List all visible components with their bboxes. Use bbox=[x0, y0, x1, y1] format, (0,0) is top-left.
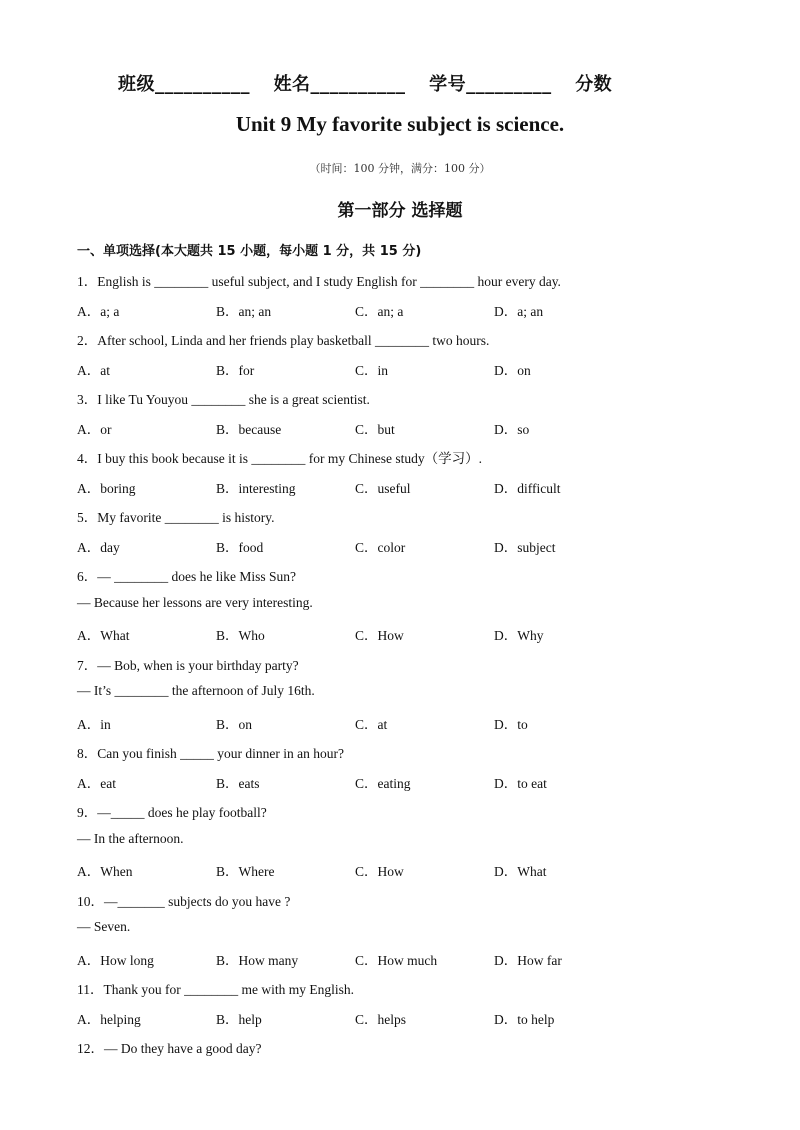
part-heading: 第一部分 选择题 bbox=[337, 201, 463, 221]
answer-option: B．because bbox=[216, 421, 282, 437]
answer-option: A．day bbox=[77, 539, 120, 555]
answer-option: B．Where bbox=[216, 864, 275, 879]
answer-option: D．How far bbox=[494, 952, 562, 968]
answer-option: D．a; an bbox=[494, 303, 544, 319]
answer-option: B．on bbox=[216, 716, 253, 732]
answer-option: C．an; a bbox=[355, 303, 404, 319]
answer-option: A．a; a bbox=[77, 303, 120, 319]
answer-option: D．to eat bbox=[494, 775, 547, 791]
question-stem: 10．—_______ subjects do you have ? bbox=[77, 893, 291, 909]
answer-option: B．for bbox=[216, 362, 255, 378]
answer-option: D．subject bbox=[494, 539, 556, 555]
answer-options bbox=[77, 418, 717, 438]
answer-option: B．How many bbox=[216, 952, 299, 968]
question-stem: 8．Can you finish _____ your dinner in an hour? bbox=[77, 746, 344, 761]
answer-option: D．Why bbox=[494, 628, 544, 643]
answer-options bbox=[77, 860, 717, 880]
answer-options bbox=[77, 300, 717, 320]
student-id-field: 学号_________ bbox=[429, 74, 552, 95]
question-stem: 6．— ________ does he like Miss Sun? bbox=[77, 569, 296, 584]
answer-option: C．at bbox=[355, 716, 388, 732]
question-dialogue-line: — In the afternoon. bbox=[77, 830, 184, 846]
answer-option: A．What bbox=[77, 628, 130, 643]
answer-option: C．in bbox=[355, 362, 389, 378]
class-field: 班级__________ bbox=[118, 74, 250, 95]
answer-option: B．eats bbox=[216, 775, 260, 791]
answer-option: A．or bbox=[77, 421, 112, 437]
answer-option: B．food bbox=[216, 539, 264, 555]
answer-options bbox=[77, 624, 717, 644]
section-heading: 一、单项选择(本大题共 15 小题，每小题 1 分，共 15 分) bbox=[77, 244, 422, 259]
answer-option: B．help bbox=[216, 1011, 262, 1027]
answer-option: C．How bbox=[355, 628, 404, 643]
question-stem: 7．— Bob, when is your birthday party? bbox=[77, 657, 299, 673]
answer-option: A．at bbox=[77, 362, 110, 378]
answer-option: C．color bbox=[355, 539, 406, 555]
answer-options bbox=[77, 536, 717, 556]
question-dialogue-line: — Because her lessons are very interesting. bbox=[77, 594, 313, 610]
answer-option: A．helping bbox=[77, 1011, 141, 1027]
answer-option: B．Who bbox=[216, 628, 265, 643]
answer-option: B．interesting bbox=[216, 480, 296, 496]
answer-option: C．How much bbox=[355, 952, 438, 968]
question-dialogue-line: — Seven. bbox=[77, 919, 131, 934]
answer-options bbox=[77, 949, 717, 969]
answer-option: C．useful bbox=[355, 480, 411, 496]
question-dialogue-line: — It’s ________ the afternoon of July 16th. bbox=[77, 683, 315, 698]
answer-option: D．to bbox=[494, 716, 528, 732]
answer-option: A．boring bbox=[77, 480, 136, 496]
answer-options bbox=[77, 772, 717, 792]
answer-option: A．How long bbox=[77, 952, 154, 968]
answer-option: A．eat bbox=[77, 775, 116, 791]
answer-option: C．How bbox=[355, 864, 404, 879]
question-stem: 2．After school, Linda and her friends play basketball ________ two hours. bbox=[77, 333, 490, 348]
answer-options bbox=[77, 359, 717, 379]
answer-option: D．on bbox=[494, 362, 531, 378]
student-info-line bbox=[118, 70, 612, 96]
question-stem: 9．—_____ does he play football? bbox=[77, 805, 267, 820]
page-title: Unit 9 My favorite subject is science. bbox=[235, 112, 565, 136]
question-stem: 11．Thank you for ________ me with my English. bbox=[77, 982, 354, 997]
answer-option: D．so bbox=[494, 421, 530, 437]
question-stem: 5．My favorite ________ is history. bbox=[77, 510, 275, 525]
answer-option: D．difficult bbox=[494, 480, 561, 496]
answer-option: A．in bbox=[77, 716, 111, 732]
question-stem: 1．English is ________ useful subject, and I study English for ________ hour every day. bbox=[77, 274, 561, 289]
answer-option: B．an; an bbox=[216, 303, 272, 319]
score-field: 分数 bbox=[575, 74, 613, 95]
answer-option: C．but bbox=[355, 421, 395, 437]
answer-option: C．eating bbox=[355, 775, 411, 791]
name-field: 姓名__________ bbox=[273, 74, 406, 95]
answer-options bbox=[77, 1008, 717, 1028]
answer-options bbox=[77, 713, 717, 733]
question-stem: 4．I buy this book because it is ________ for my Chinese study（学习）. bbox=[77, 451, 482, 466]
answer-option: A．When bbox=[77, 864, 133, 879]
answer-option: D．to help bbox=[494, 1011, 555, 1027]
question-stem: 12．— Do they have a good day? bbox=[77, 1041, 262, 1056]
answer-options bbox=[77, 477, 717, 497]
exam-info: （时间：100 分钟，满分：100 分） bbox=[309, 162, 491, 175]
answer-option: C．helps bbox=[355, 1011, 407, 1027]
question-stem: 3．I like Tu Youyou ________ she is a great scientist. bbox=[77, 392, 370, 407]
answer-option: D．What bbox=[494, 864, 547, 879]
